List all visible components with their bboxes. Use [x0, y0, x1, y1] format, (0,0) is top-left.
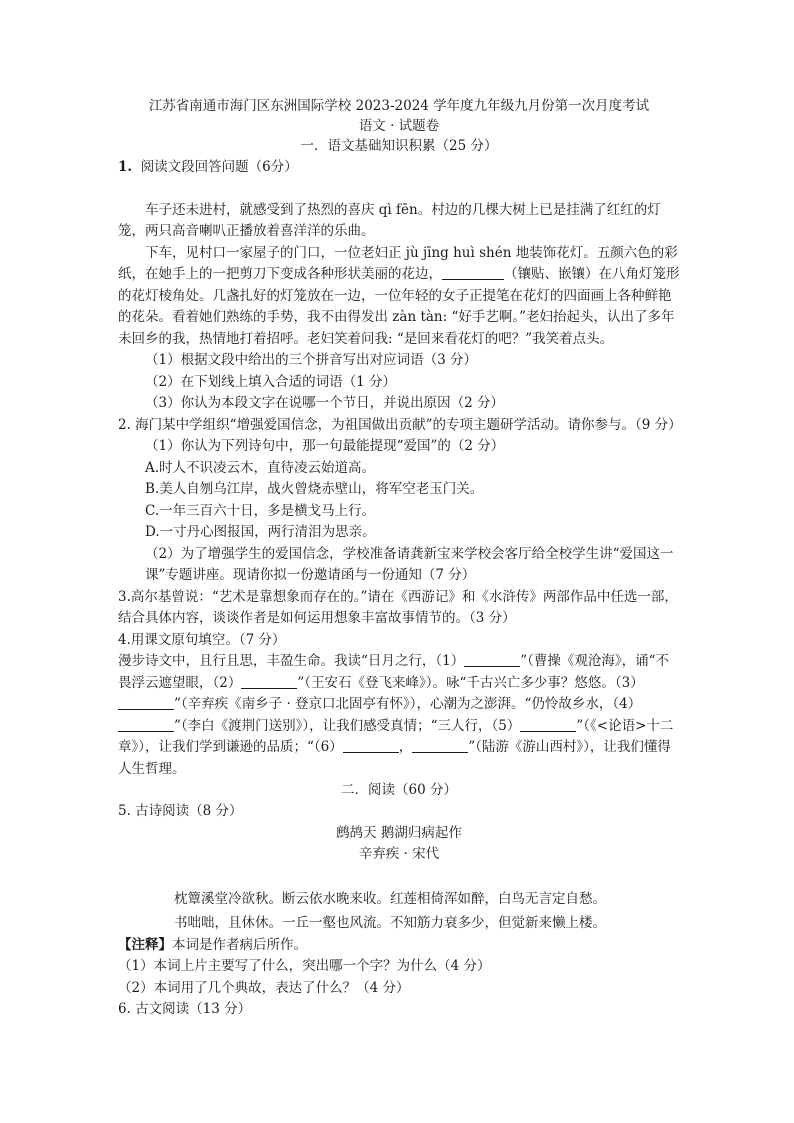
- q1-paragraph-2b: （镶贴、嵌镶）在八角灯笼形的花灯棱角处。几盏扎好的灯笼放在一边，一位年轻的女子正提笔在花灯的四面画上各种鲜艳的花朵。看着她们熟练的手势，我不由得发出 zàn tàn: “好手艺啊。”老妇抬起头，认出了多年未回乡的我，热情地打着招呼。老妇笑着问我: “是回来看花灯的吧？”我笑着点头。: [118, 266, 680, 347]
- q1-fill-blank[interactable]: [442, 265, 504, 280]
- q4-blank-4[interactable]: [118, 717, 174, 732]
- q4-blank-3[interactable]: [118, 695, 174, 710]
- q2-option-c: C.一年三百六十日，多是横戈马上行。: [145, 502, 376, 519]
- q4-text-8: ”（陆游《游山西村》），让我们懂得人生哲理。: [118, 739, 671, 777]
- q3-text: 3.高尔基曾说：“艺术是靠想象而存在的。”请在《西游记》和《水浒传》两部作品中任选一部，结合具体内容，谈谈作者是如何运用想象丰富故事情节的。（3 分）: [118, 588, 678, 626]
- q1-paragraph-1: 车子还未进村，就感受到了热烈的喜庆 qì fēn。村边的几棵大树上已是挂满了红红的灯笼，两只高音喇叭正播放着喜洋洋的乐曲。: [118, 201, 661, 239]
- poem-note: [118, 935, 680, 957]
- q1-title-text: 阅读文段回答问题（6分）: [140, 159, 298, 175]
- q4-text-3: ”（王安石《登飞来峰》）。咏“千古兴亡多少事？悠悠。（3）: [297, 674, 644, 691]
- q1-paragraph-2a: 下车，见村口一家屋子的门口，一位老妇正 jù jīng huì shén 地装饰花灯。五颜六色的彩纸，在她手上的一把剪刀下变成各种形状美丽的花边，: [118, 244, 678, 282]
- poem-line-1: 枕簟溪堂冷欲秋。断云依水晚来收。红莲相倚浑如醉，白鸟无言定自愁。: [174, 890, 606, 907]
- q6-title: 6. 古文阅读（13 分）: [118, 1001, 252, 1017]
- section-2-heading: 二．阅读（60 分）: [341, 782, 457, 798]
- q4-blank-6b[interactable]: [412, 738, 468, 753]
- q4-text-6: ”（《<论语>十二章》），让我们学到谦逊的品质；“（6）: [118, 717, 674, 755]
- q4-text-7: ，: [398, 739, 413, 755]
- exam-title: 江苏省南通市海门区东洲国际学校 2023-2024 学年度九年级九月份第一次月度考试: [148, 98, 650, 114]
- q1-sub-2: （2）在下划线上填入合适的词语（1 分）: [145, 373, 396, 390]
- q2-title: 2. 海门某中学组织“增强爱国信念，为祖国做出贡献”的专项主题研学活动。请你参与。（9 分）: [118, 416, 682, 433]
- poem-note-label: 【注释】: [118, 936, 172, 953]
- spacer: [118, 179, 680, 200]
- q1-sub-1: （1）根据文段中给出的三个拼音写出对应词语（3 分）: [145, 352, 477, 368]
- q4-text-4: ”（辛弃疾《南乡子 · 登京口北固亭有怀》），心潮为之澎湃。“仍怜故乡水，（4）: [174, 696, 642, 712]
- q1-sub-3: （3）你认为本段文字在说哪一个节日，并说出原因（2 分）: [145, 395, 504, 411]
- q4-text-5: ”（李白《渡荆门送别》），让我们感受真情；“三人行，（5）: [174, 717, 521, 734]
- poem-author: 辛弃疾 · 宋代: [358, 846, 440, 862]
- q4-blank-1[interactable]: [464, 652, 520, 667]
- q5-sub-2: （2）本词用了几个典故，表达了什么？（4 分）: [118, 979, 410, 996]
- q4-blank-5[interactable]: [520, 717, 576, 732]
- poem-line-2: 书咄咄，且休休。一丘一壑也风流。不知筋力衰多少，但觉新来懒上楼。: [174, 914, 606, 931]
- q1-paragraph-2: [118, 243, 680, 351]
- q1-title: [118, 157, 680, 179]
- q2-option-b: B.美人自刎乌江岸，战火曾烧赤壁山，将军空老玉门关。: [145, 481, 484, 497]
- q2-option-a: A.时人不识凌云木，直待凌云始道高。: [145, 459, 376, 476]
- q5-title: 5. 古诗阅读（8 分）: [118, 803, 243, 819]
- exam-content: [118, 96, 680, 1021]
- q4-text: [118, 651, 680, 780]
- q4-title: 4.用课文原句填空。（7 分）: [118, 631, 286, 648]
- q2-sub-2: （2）为了增强学生的爱国信念，学校准备请龚新宝来学校会客厅给全校学生讲“爱国这一课”专题讲座。现请你拟一份邀请函与一份通知（7 分）: [145, 545, 674, 583]
- spacer: [118, 866, 680, 887]
- poem-note-text: 本词是作者病后所作。: [172, 936, 307, 953]
- q5-sub-1: （1）本词上片主要写了什么，突出哪一个字？为什么（4 分）: [118, 958, 491, 974]
- q4-blank-2[interactable]: [241, 674, 297, 689]
- q2-sub-1: （1）你认为下列诗句中，那一句最能提现“爱国”的（2 分）: [145, 438, 505, 454]
- exam-subtitle: 语文 · 试题卷: [358, 118, 440, 134]
- q4-text-1: 漫步诗文中，且行且思，丰盈生命。我读“日月之行，（1）: [118, 653, 465, 669]
- section-1-heading: 一．语文基础知识积累（25 分）: [300, 138, 498, 154]
- q4-blank-6a[interactable]: [343, 738, 399, 753]
- q2-option-d: D.一寸丹心图报国，两行清泪为思亲。: [145, 524, 376, 540]
- q4-text-2: ”（曹操《观沧海》，诵“不畏浮云遮望眼，（2）: [118, 653, 670, 691]
- poem-title: 鹧鸪天 鹅湖归病起作: [336, 824, 462, 841]
- q1-number: 1.: [118, 159, 133, 175]
